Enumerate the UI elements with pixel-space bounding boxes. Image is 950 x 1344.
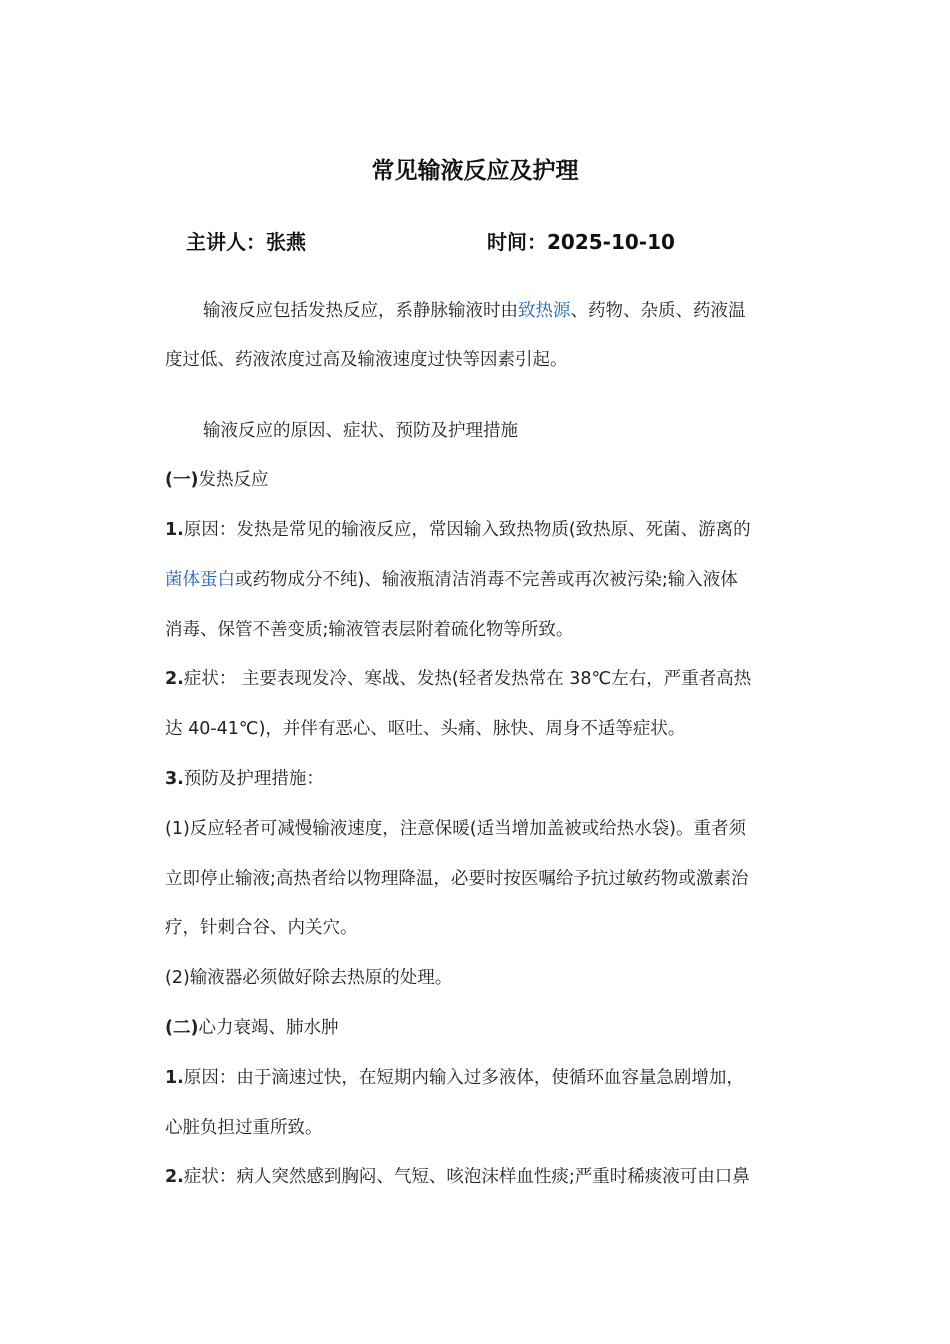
s2-cause-text: 原因：由于滴速过快，在短期内输入过多液体，使循环血容量急剧增加， <box>183 1068 744 1088</box>
pyrogen-link[interactable]: 致热源 <box>518 301 571 321</box>
s1-cause-text: 原因：发热是常见的输液反应，常因输入致热物质(致热原、死菌、游离的 <box>183 520 751 540</box>
s1-cause-text: 或药物成分不纯)、输液瓶清洁消毒不完善或再次被污染;输入液体 <box>235 570 738 590</box>
s1-prevention-p1-line-3: 疗，针刺合谷、内关穴。 <box>165 918 358 938</box>
document-title: 常见输液反应及护理 <box>371 158 579 184</box>
intro-text: 输液反应包括发热反应，系静脉输液时由 <box>203 301 518 321</box>
s1-cause-line-3: 消毒、保管不善变质;输液管表层附着硫化物等所致。 <box>165 620 574 640</box>
s1-prevention-title: 预防及护理措施： <box>183 769 324 789</box>
s1-symptom-line-1 <box>165 667 751 691</box>
s1-cause-line-2 <box>165 568 738 592</box>
section-1-heading <box>165 468 269 492</box>
s1-prevention-p2: (2)输液器必须做好除去热原的处理。 <box>165 968 453 988</box>
s2-cause-line-1 <box>165 1066 744 1090</box>
intro-text: 、药物、杂质、药液温 <box>570 301 746 321</box>
item-number: 2. <box>165 1167 184 1187</box>
item-number: 1. <box>165 1068 184 1088</box>
s1-prevention-p1-line-2: 立即停止输液;高热者给以物理降温，必要时按医嘱给予抗过敏药物或激素治 <box>165 869 749 889</box>
date-label: 时间：2025-10-10 <box>487 230 675 254</box>
section-1-title: 发热反应 <box>198 470 269 490</box>
item-number: 1. <box>165 520 184 540</box>
s1-symptom-line-2: 达 40-41℃)，并伴有恶心、呕吐、头痛、脉快、周身不适等症状。 <box>165 719 686 739</box>
s2-symptom-text: 症状：病人突然感到胸闷、气短、咳泡沫样血性痰;严重时稀痰液可由口鼻 <box>183 1167 750 1187</box>
section-1-mark: (一) <box>165 470 199 490</box>
section-2-mark: (二) <box>165 1018 199 1038</box>
intro-line-1 <box>203 299 746 323</box>
intro-line-2: 度过低、药液浓度过高及输液速度过快等因素引起。 <box>165 350 568 370</box>
s1-prevention-heading <box>165 767 324 791</box>
item-number: 2. <box>165 669 184 689</box>
speaker-label: 主讲人：张燕 <box>186 230 306 254</box>
section-2-title: 心力衰竭、肺水肿 <box>198 1018 339 1038</box>
bacterial-protein-link[interactable]: 菌体蛋白 <box>165 570 235 590</box>
section-subtitle: 输液反应的原因、症状、预防及护理措施 <box>203 421 518 441</box>
s1-cause-line-1 <box>165 518 751 542</box>
s1-symptom-text: 症状： 主要表现发冷、寒战、发热(轻者发热常在 38℃左右，严重者高热 <box>183 669 752 689</box>
s1-prevention-p1-line-1: (1)反应轻者可减慢输液速度，注意保暖(适当增加盖被或给热水袋)。重者须 <box>165 819 746 839</box>
item-number: 3. <box>165 769 184 789</box>
s2-cause-line-2: 心脏负担过重所致。 <box>165 1118 323 1138</box>
section-2-heading <box>165 1016 339 1040</box>
s2-symptom-line-1 <box>165 1165 750 1189</box>
